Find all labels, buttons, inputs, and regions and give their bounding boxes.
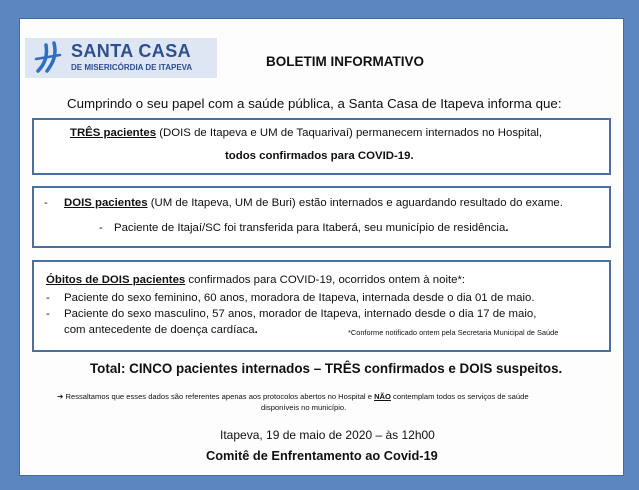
box2-count: DOIS pacientes [64,197,148,209]
disclaimer-line2: disponíveis no município. [261,403,347,412]
box2-bullet2 [114,222,508,234]
hospitalized-confirmed-box [32,118,611,175]
suspected-cases-box [32,186,611,248]
deaths-footnote: *Conforme notificado ontem pela Secretaria Municipal de Saúde [348,328,559,337]
santa-casa-logo [25,38,217,78]
death2-line2-text: com antecedente de doença cardíaca [64,324,255,336]
bulletin-sheet [19,18,624,476]
santa-casa-logo-icon [34,41,64,75]
total-summary: Total: CINCO pacientes internados – TRÊS confirmados e DOIS suspeitos. [90,361,563,376]
box2-bullet2-end: . [505,222,509,234]
bulletin-date: Itapeva, 19 de maio de 2020 – às 12h00 [220,428,435,442]
box1-confirmed: todos confirmados para COVID-19. [225,150,414,162]
box2-detail: (UM de Itapeva, UM de Buri) estão internados e aguardando resultado do exame. [147,197,563,209]
logo-subtitle: DE MISERICÓRDIA DE ITAPEVA [71,63,193,72]
disclaimer-before: Ressaltamos que esses dados são referentes apenas aos protocolos abertos no Hospital e [63,392,375,401]
disclaimer-emphasis: NÃO [374,392,391,401]
box1-line1 [70,127,542,139]
intro-text: Cumprindo o seu papel com a saúde pública, a Santa Casa de Itapeva informa que: [67,96,562,111]
box2-bullet2-text: Paciente de Itajaí/SC foi transferida para Itaberá, seu município de residência [114,222,506,234]
box2-bullet2-dash: - [99,222,103,234]
disclaimer-line1 [57,392,529,401]
box2-bullet1-dash: - [44,197,48,209]
deaths-heading-line [46,274,465,286]
arrow-icon: ➔ [57,392,64,401]
committee-name: Comitê de Enfrentamento ao Covid-19 [206,448,438,463]
death1-dash: - [46,292,50,304]
bulletin-title: BOLETIM INFORMATIVO [266,54,424,69]
deaths-box [32,260,611,352]
box1-detail: (DOIS de Itapeva e UM de Taquarivaí) permanecem internados no Hospital, [156,127,543,139]
logo-name: SANTA CASA [71,41,191,61]
death2-line2 [64,324,258,336]
deaths-detail: confirmados para COVID-19, ocorridos ontem à noite*: [185,274,466,286]
box2-bullet1 [64,197,563,209]
death2-dash: - [46,308,50,320]
death2-line2-end: . [254,324,258,336]
box1-count: TRÊS pacientes [70,127,157,139]
death1-text: Paciente do sexo feminino, 60 anos, moradora de Itapeva, internada desde o dia 01 de maio. [64,292,535,304]
deaths-heading: Óbitos de DOIS pacientes [46,274,186,286]
disclaimer-after: contemplam todos os serviços de saúde [390,392,529,401]
death2-line1: Paciente do sexo masculino, 57 anos, morador de Itapeva, internado desde o dia 17 de maio, [64,308,537,320]
